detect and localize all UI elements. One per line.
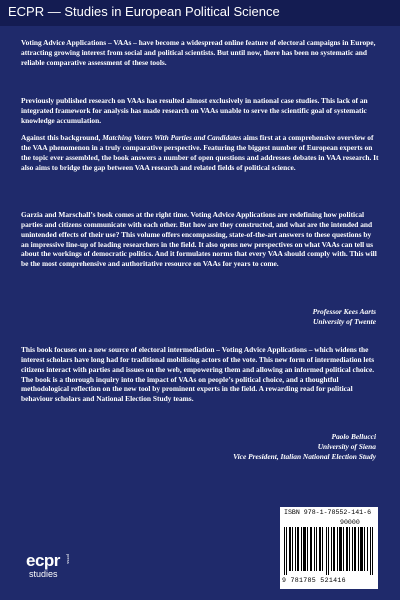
- barcode-panel: [280, 507, 378, 589]
- price-code: 90000: [340, 519, 360, 526]
- blurb-p3-lead: Against this background,: [21, 133, 103, 142]
- book-title-ref: Matching Voters With Parties and Candidates: [102, 133, 242, 142]
- barcode-icon: [284, 527, 374, 575]
- isbn-label: ISBN 978-1-78552-141-6: [284, 509, 372, 516]
- endorsement-2-attribution: [233, 432, 376, 462]
- endorsement-2-text: This book focuses on a new source of electoral intermediation – Voting Advice Applications – which widens the interest scholars have long had for traditional mobilising actors of the vote. This new form of intermediation lets citizens interact with parties and issues on the web, empowering them and allowing an informed political choice. The book is a thorough inquiry into the impact of VAAs on people’s political choice, and a thoughtful methodological reflection on the new tool by prominent experts in the field. A rewarding read for political behaviour scholars and National Election Study teams.: [21, 345, 375, 404]
- endorser-role: Vice President, Italian National Election Study: [233, 451, 376, 461]
- logo-wordmark: ecpr: [26, 551, 60, 570]
- endorser-name: Paolo Bellucci: [331, 432, 376, 441]
- blurb-paragraph-1: Voting Advice Applications – VAAs – have become a widespread online feature of electoral campaigns in Europe, attracting growing interest from social and political scientists. But until now, there has been no systematic and reliable comparative assessment of these tools.: [21, 38, 376, 67]
- logo-studies-label: studies: [29, 569, 58, 579]
- endorser-name: Professor Kees Aarts: [312, 307, 376, 316]
- barcode-digits: 9 781785 521416: [282, 577, 346, 584]
- logo-press-label: press: [66, 554, 71, 564]
- blurb-paragraph-3: [21, 133, 379, 172]
- ecpr-press-logo: [26, 551, 71, 596]
- endorser-affiliation: University of Siena: [317, 441, 376, 451]
- blurb-paragraph-2: Previously published research on VAAs has resulted almost exclusively in national case studies. This lack of an integrated framework for analysis has made research on VAAs unable to serve the scientific goal of systematic knowledge accumulation.: [21, 96, 368, 125]
- blurb-p3-rest: aims first at a comprehensive overview of the VAA phenomenon in a truly comparative perspective. Featuring the biggest number of European experts on the topic ever assembled, the book answers a number of open questions and addresses debates in VAA research. It also aims to bridge the gap between VAA research and related fields of political science.: [21, 133, 379, 172]
- endorsement-1-attribution: [313, 307, 376, 327]
- series-header-bar: [0, 0, 400, 26]
- endorsement-1-text: Garzia and Marschall’s book comes at the right time. Voting Advice Applications are redefining how political parties and citizens communicate with each other. But how are they constructed, and what are the intended and unintended effects of their use? This volume offers encompassing, state-of-the-art answers to these questions by an impressive line-up of leading researchers in the field. It also opens new perspectives on what VAAs can tell us about the workings of democratic politics. And it formulates norms that every VAA should comply with. This will be the most comprehensive and authoritative resource on VAAs for years to come.: [21, 210, 377, 269]
- series-title: ECPR — Studies in European Political Science: [8, 4, 280, 19]
- endorser-affiliation: University of Twente: [313, 316, 376, 326]
